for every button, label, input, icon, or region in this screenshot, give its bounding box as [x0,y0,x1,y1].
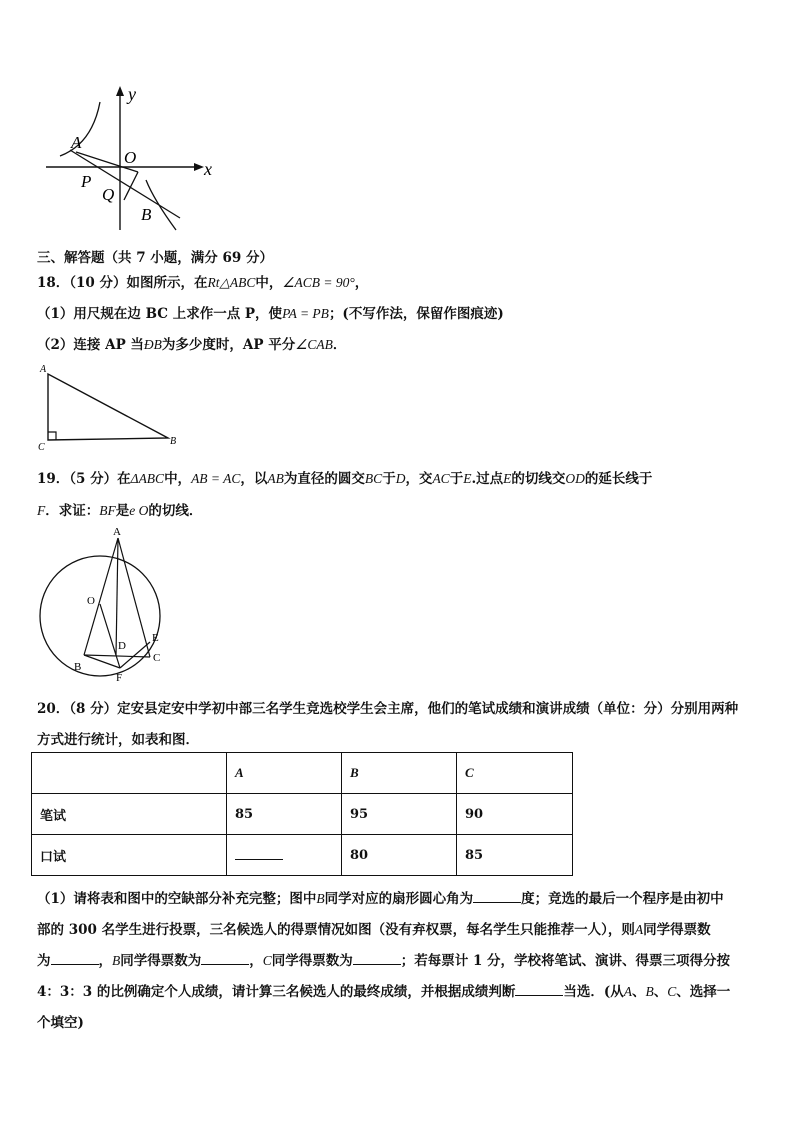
table-cell: 口试 [32,835,227,876]
q19-label-O: O [87,595,95,607]
table-cell: 80 [342,835,457,876]
q20-p4-C: C [667,984,677,999]
q20-p1 [37,887,724,907]
q19-e2: E [503,471,512,486]
q18-stem [37,271,368,291]
q20-p3 [37,949,730,969]
q20-line2: 方式进行统计，如表和图． [37,732,199,748]
score-table [31,752,573,876]
q20-p1d: 度；竞选的最后一个程序是由初中 [521,891,724,907]
q19-l1h: .过点 [471,471,504,487]
right-angle-mark [48,432,56,440]
table-header-cell [32,753,227,794]
table-header-row [32,753,573,794]
q20-p3-c-letter: C [262,953,272,968]
q19-l1f: ，交 [405,471,433,487]
q19-l1i: 的切线交 [511,471,566,487]
segment-BF [84,655,120,668]
label-x: x [204,159,212,179]
circle-O [40,556,160,676]
blank-angle [473,890,521,903]
table-header-cell: B [342,753,457,794]
q18-rt-triangle: Rt△ABC [207,275,256,290]
table-cell: 85 [457,835,573,876]
q20-p2 [37,918,711,938]
q19-label-E: E [152,632,159,644]
label-O: O [124,148,137,167]
q19-d: D [395,471,406,486]
q19-label-B: B [74,661,82,673]
q20-line1: 20．（8 分）定安县定安中学初中部三名学生竞选校学生会主席，他们的笔试成绩和演讲成绩（单位：分）分别用两种 [37,701,739,717]
q20-p2-a-letter: A [634,922,644,937]
q20-p2b: 同学得票数 [643,922,711,938]
q19-label-D: D [118,640,126,652]
q20-p3a: 为 [37,953,51,969]
q20-p1a: （1）请将表和图中的空缺部分补充完整；图中 [37,891,317,907]
q19-l2b: 是 [115,503,130,519]
q20-p4 [37,980,730,1000]
q19-line1 [37,467,652,487]
q20-p3b: ， [98,953,112,969]
q19-f: F [37,503,46,518]
table-header-cell: A [227,753,342,794]
label-Q: Q [102,185,115,204]
q18-part2-a: （2）连接 AP 当 [37,337,144,353]
segment-AD [116,538,118,656]
q19-l1c: ，以 [240,471,268,487]
q19-label-A: A [113,526,121,538]
table-cell: 90 [457,794,573,835]
q18-triangle-figure [36,362,186,452]
q19-ac: AC [432,471,450,486]
q20-p4b: 当选．(从 [563,984,624,1000]
q19-eq: AB = AC [191,471,241,486]
q18-label-C: C [38,442,45,453]
q20-p4-A: A [623,984,633,999]
blank-c-votes [353,952,401,965]
q20-p3d: ， [249,953,263,969]
q20-p1-b-letter: B [316,891,325,906]
table-cell: 85 [227,794,342,835]
q18-angle: ∠ACB = 90° [282,275,355,290]
q18-part2-cab: ∠CAB [295,337,333,352]
q19-e: E [463,471,472,486]
triangle-ABC [48,374,168,440]
q20-p3f: ；若每票计 1 分，学校将笔试、演讲、得票三项得分按 [400,953,731,969]
label-P: P [81,172,92,191]
q18-mid: 中， [255,275,283,291]
q18-part1-eq: PA = PB [282,306,329,321]
section-title: 三、解答题（共 7 小题，满分 69 分） [37,250,273,266]
q19-circle-figure [36,524,176,684]
q19-l1e: 于 [382,471,396,487]
q19-bc: BC [364,471,383,486]
table-cell: 笔试 [32,794,227,835]
blank-winner [515,983,563,996]
q18-part1-b: ；(不写作法，保留作图痕迹) [328,306,504,322]
q17-figure [40,80,230,240]
q20-p4c: 、选择一 [676,984,731,1000]
q18-label-B: B [170,436,177,447]
q19-circle-o: e O [129,503,149,518]
q18-label-A: A [40,364,47,375]
q19-l1d: 为直径的圆交 [283,471,365,487]
label-A: A [71,133,82,152]
q20-p4-B: B [645,984,654,999]
q19-tri: ΔABC [130,471,165,486]
q19-l1j: 的延长线于 [584,471,653,487]
q19-l1g: 于 [449,471,464,487]
q20-p4-sep2: 、 [653,984,668,1000]
q19-bf: BF [99,503,116,518]
table-cell: 95 [342,794,457,835]
q19-l1b: 中， [164,471,192,487]
q20-p5: 个填空) [37,1015,84,1031]
blank-a-votes [51,952,99,965]
q19-ab: AB [267,471,284,486]
blank-b-votes [201,952,249,965]
q20-p4-sep1: 、 [632,984,646,1000]
table-header-cell: C [457,753,573,794]
q19-label-C: C [153,652,161,664]
q18-part2-c: ． [332,337,347,353]
q20-p1c: 同学对应的扇形圆心角为 [324,891,474,907]
q18-part2 [37,333,346,353]
q18-part2-b: 为多少度时，AP 平分 [161,337,296,353]
table-cell-blank [227,835,342,876]
segment-QB [124,172,138,200]
q19-label-F: F [116,672,123,684]
q18-tail: ， [354,275,369,291]
q20-p2: 部的 300 名学生进行投票，三名候选人的得票情况如图（没有弃权票，每名学生只能推荐一人），则 [37,922,635,938]
q20-p3-b-letter: B [112,953,121,968]
q20-p3e: 同学得票数为 [271,953,353,969]
q18-head: 18．（10 分）如图所示，在 [37,275,208,291]
y-axis-arrow [116,86,124,96]
table-row [32,835,573,876]
table-row [32,794,573,835]
label-y: y [128,84,136,104]
q18-part1-a: （1）用尺规在边 BC 上求作一点 P，使 [37,306,283,322]
q19-l2a: ．求证： [45,503,100,519]
q19-od: OD [565,471,585,486]
x-axis-arrow [194,163,204,171]
label-B: B [141,205,152,224]
q19-l2c: 的切线． [148,503,203,519]
q20-p3c: 同学得票数为 [120,953,202,969]
q20-p4a: 4：3：3 的比例确定个人成绩，请计算三名候选人的最终成绩，并根据成绩判断 [37,984,516,1000]
q19-l1a: 19．（5 分）在 [37,471,131,487]
q18-part1 [37,302,504,322]
q19-line2 [37,499,202,519]
q18-part2-angle: ÐB [143,337,162,352]
